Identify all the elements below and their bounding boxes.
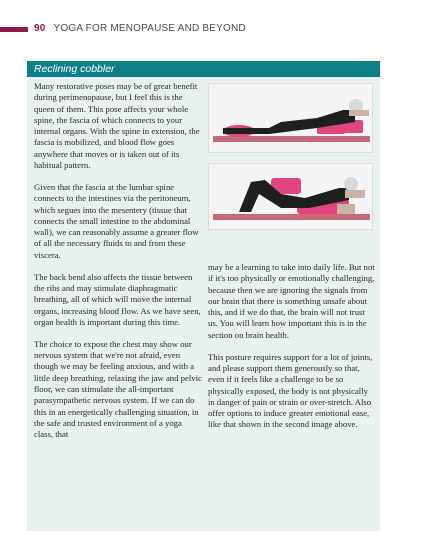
running-header	[34, 23, 246, 34]
header-accent-bar	[0, 27, 28, 32]
paragraph: Given that the fascia at the lumbar spine connects to the intestines via the peritoneum, which segues into the mesentery (tissue that connects the small intestine to the abdominal wall), we can reasonably assume a greater flow of all the necessary fluids to and from these viscera.	[34, 181, 199, 260]
paragraph: The choice to expose the chest may show our nervous system that we're not afraid, even though we may be feeling anxious, and with a little deep breathing, relaxing the jaw and pelvic floor, we can stimulate the all-important parasympathetic nervous system. If we can do this in an energetically challenging situation, in the safe and trusted environment of a yoga class, that	[34, 338, 202, 440]
paragraph: may be a learning to take into daily life. But not if it's too physically or emotionally challenging, because then we are ignoring the signals from our brain that there is something unsafe about this, and if we do that, the brain will not trust us. You will learn how important this is in the section on brain health.	[208, 262, 375, 340]
pose-photo-reclining-knees-bent	[208, 163, 373, 230]
yoga-mat	[213, 214, 370, 220]
head	[344, 177, 358, 191]
left-column	[34, 81, 202, 451]
pose-photo-reclining-legs-extended	[208, 83, 373, 153]
paragraph: Many restorative poses may be of great benefit during perimenopause, but I feel this is the queen of them. This pose affects your whole spine, the fascia of which connects to your internal organs. With the spine in extension, the fascia is mobilized, and blood flow goes anywhere that moves or is taken out of its habitual pattern.	[34, 81, 200, 171]
head-support-block	[349, 110, 369, 116]
box-title: Reclining cobbler	[27, 61, 380, 77]
right-column	[208, 262, 376, 441]
support-block	[337, 204, 355, 214]
paragraph: The back bend also affects the tissue between the ribs and may stimulate diaphragmatic breathing, all of which will move the internal organs, increasing blood flow. As we have seen, organ health is important during this time.	[34, 271, 201, 327]
page-number: 90	[34, 23, 46, 34]
paragraph: This posture requires support for a lot of joints, and please support them generously so that, even if it feels like a challenge to be so physically exposed, the body is not physically in danger of pain or strain or over-stretch. Also offer options to induce greater emotional ease, like that shown in the second image above.	[208, 351, 373, 430]
running-title: YOGA FOR MENOPAUSE AND BEYOND	[53, 23, 246, 34]
head-support-block	[345, 190, 365, 198]
